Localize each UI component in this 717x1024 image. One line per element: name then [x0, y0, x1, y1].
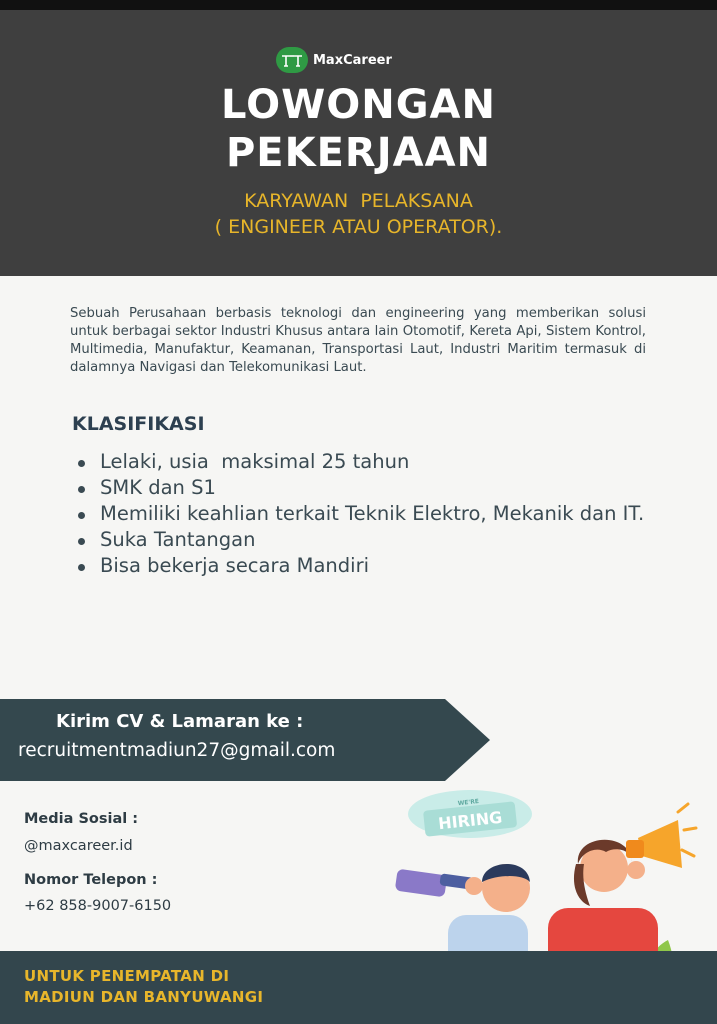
social-label: Media Sosial :	[24, 811, 139, 827]
top-edge	[0, 0, 717, 10]
cv-label: Kirim CV & Lamaran ke :	[56, 711, 304, 732]
job-position-line2: ( ENGINEER ATAU OPERATOR).	[214, 216, 503, 238]
klasifikasi-heading: KLASIFIKASI	[72, 413, 205, 435]
brand-logo	[276, 47, 392, 73]
job-position-line1: KARYAWAN PELAKSANA	[244, 190, 473, 212]
page-title-line2: PEKERJAAN	[225, 130, 492, 176]
social-handle[interactable]: @maxcareer.id	[24, 838, 133, 854]
badge-text: HIRING	[437, 807, 504, 834]
list-item: Bisa bekerja secara Mandiri	[76, 553, 676, 579]
list-item: Memiliki keahlian terkait Teknik Elektro, Mekanik dan IT.	[76, 501, 676, 527]
placement-line1: UNTUK PENEMPATAN DI	[24, 967, 230, 985]
company-description: Sebuah Perusahaan berbasis teknologi dan engineering yang memberikan solusi untuk berbagai sektor Industri Khusus antara lain Otomotif, Kereta Api, Sistem Kontrol, Multimedia, Manufaktur, Keamanan, Transportasi Laut, Industri Maritim termasuk di dalamnya Navigasi dan Telekomunikasi Laut.	[70, 306, 646, 375]
placement-line2: MADIUN DAN BANYUWANGI	[24, 988, 264, 1006]
cv-email-link[interactable]: recruitmentmadiun27@gmail.com	[18, 740, 336, 761]
badge-small-text: WE'RE	[457, 797, 480, 808]
phone-label: Nomor Telepon :	[24, 872, 158, 888]
requirements-list	[76, 449, 676, 579]
brand-name: MaxCareer	[313, 52, 392, 68]
list-item: Suka Tantangan	[76, 527, 676, 553]
phone-number[interactable]: +62 858-9007-6150	[24, 898, 172, 914]
logo-icon	[276, 47, 308, 73]
list-item: SMK dan S1	[76, 475, 676, 501]
page-title-line1: LOWONGAN	[221, 82, 496, 128]
list-item: Lelaki, usia maksimal 25 tahun	[76, 449, 676, 475]
